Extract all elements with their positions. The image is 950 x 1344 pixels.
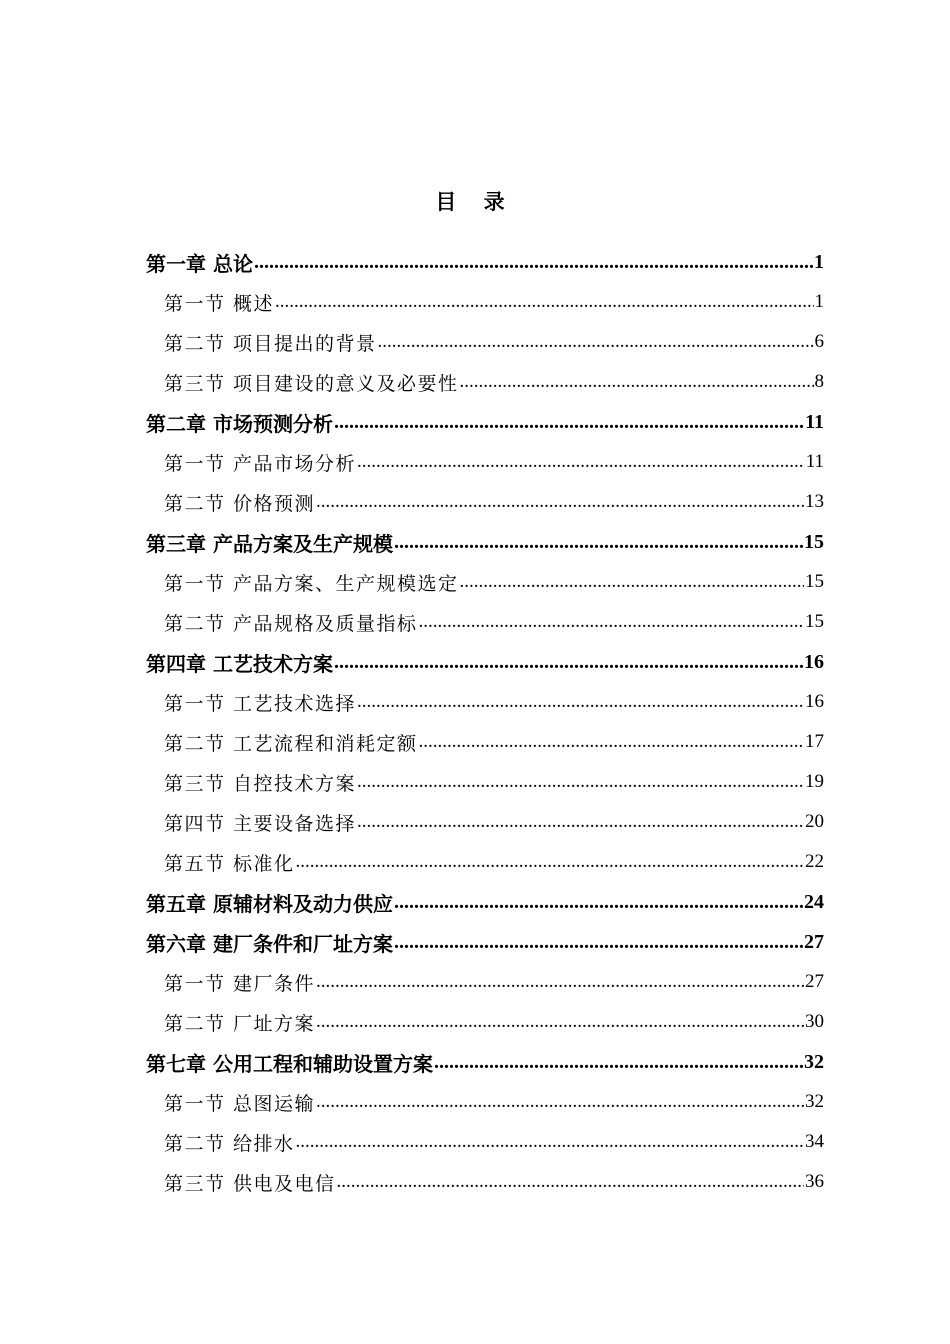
toc-leader: [334, 651, 803, 674]
toc-page-number: 16: [804, 650, 824, 673]
toc-chapter-1[interactable]: [146, 242, 824, 282]
toc-leader: [460, 571, 804, 593]
toc-label: 第一节 产品方案、生产规模选定: [164, 572, 459, 595]
toc-page-number: 1: [814, 250, 824, 273]
toc-label: 第二节 项目提出的背景: [164, 332, 377, 355]
toc-page-number: 11: [805, 451, 824, 472]
toc-label: 第三节 项目建设的意义及必要性: [164, 372, 459, 395]
toc-leader: [394, 891, 803, 914]
toc-page-number: 16: [805, 691, 824, 712]
toc-leader: [419, 731, 804, 753]
toc-page-number: 8: [814, 371, 824, 392]
toc-leader: [357, 771, 804, 793]
toc-section-7-3[interactable]: [164, 1162, 824, 1202]
toc-label: 第三章 产品方案及生产规模: [146, 531, 393, 556]
toc-leader: [316, 971, 804, 993]
toc-section-4-3[interactable]: [164, 762, 824, 802]
toc-page-number: 30: [805, 1011, 824, 1032]
toc-leader: [357, 811, 804, 833]
toc-leader: [254, 251, 813, 274]
toc-page-number: 6: [814, 331, 824, 352]
toc-section-3-1[interactable]: [164, 562, 824, 602]
toc-section-1-2[interactable]: [164, 322, 824, 362]
toc-leader: [419, 611, 804, 633]
toc-chapter-6[interactable]: [146, 922, 824, 962]
toc-leader: [394, 531, 803, 554]
toc-page-number: 19: [805, 771, 824, 792]
toc-label: 第七章 公用工程和辅助设置方案: [146, 1051, 433, 1076]
toc-page-number: 24: [804, 890, 824, 913]
toc-leader: [434, 1051, 803, 1074]
toc-page-number: 11: [805, 410, 824, 433]
toc-page-number: 1: [814, 291, 824, 312]
toc-chapter-5[interactable]: [146, 882, 824, 922]
toc-label: 第四节 主要设备选择: [164, 812, 357, 835]
toc-label: 第二节 产品规格及质量指标: [164, 612, 418, 635]
toc-page-number: 34: [805, 1131, 824, 1152]
toc-section-6-2[interactable]: [164, 1002, 824, 1042]
toc-label: 第四章 工艺技术方案: [146, 651, 333, 676]
toc-label: 第二节 厂址方案: [164, 1012, 316, 1035]
toc-page-number: 15: [804, 530, 824, 553]
toc-leader: [316, 491, 804, 513]
toc-label: 第二章 市场预测分析: [146, 411, 333, 436]
toc-section-6-1[interactable]: [164, 962, 824, 1002]
toc-leader: [460, 371, 814, 393]
toc-section-4-5[interactable]: [164, 842, 824, 882]
toc-section-4-4[interactable]: [164, 802, 824, 842]
toc-leader: [378, 331, 814, 353]
toc-label: 第一节 总图运输: [164, 1092, 316, 1115]
toc-label: 第一节 产品市场分析: [164, 452, 357, 475]
toc-leader: [357, 451, 805, 473]
toc-section-4-1[interactable]: [164, 682, 824, 722]
toc-page-number: 27: [804, 930, 824, 953]
toc-section-2-2[interactable]: [164, 482, 824, 522]
toc-label: 第一节 建厂条件: [164, 972, 316, 995]
toc-page-number: 13: [805, 491, 824, 512]
toc-section-1-3[interactable]: [164, 362, 824, 402]
toc-label: 第一章 总论: [146, 251, 253, 276]
toc-label: 第一节 工艺技术选择: [164, 692, 357, 715]
toc-page-number: 17: [805, 731, 824, 752]
toc-label: 第二节 价格预测: [164, 492, 316, 515]
toc-label: 第五节 标准化: [164, 852, 295, 875]
toc-section-2-1[interactable]: [164, 442, 824, 482]
toc-section-7-1[interactable]: [164, 1082, 824, 1122]
toc-page-number: 22: [805, 851, 824, 872]
toc-label: 第三节 自控技术方案: [164, 772, 357, 795]
toc-leader: [316, 1091, 804, 1113]
toc-page-number: 15: [805, 571, 824, 592]
toc-section-1-1[interactable]: [164, 282, 824, 322]
toc-page-number: 32: [805, 1091, 824, 1112]
toc-leader: [337, 1171, 804, 1193]
toc-leader: [296, 851, 804, 873]
toc-chapter-7[interactable]: [146, 1042, 824, 1082]
toc-label: 第二节 工艺流程和消耗定额: [164, 732, 418, 755]
toc-section-7-2[interactable]: [164, 1122, 824, 1162]
toc-leader: [296, 1131, 804, 1153]
toc-label: 第五章 原辅材料及动力供应: [146, 891, 393, 916]
toc-title: 目 录: [435, 189, 515, 214]
toc-leader: [357, 691, 804, 713]
toc-page-number: 36: [805, 1171, 824, 1192]
toc-label: 第三节 供电及电信: [164, 1172, 336, 1195]
toc-label: 第一节 概述: [164, 292, 275, 315]
toc-page-number: 15: [805, 611, 824, 632]
toc-leader: [275, 291, 813, 313]
toc-chapter-4[interactable]: [146, 642, 824, 682]
toc-section-3-2[interactable]: [164, 602, 824, 642]
toc-page-number: 32: [804, 1050, 824, 1073]
toc-section-4-2[interactable]: [164, 722, 824, 762]
toc-leader: [334, 411, 804, 434]
toc-label: 第二节 给排水: [164, 1132, 295, 1155]
toc-label: 第六章 建厂条件和厂址方案: [146, 931, 393, 956]
toc-page-number: 20: [805, 811, 824, 832]
toc-chapter-3[interactable]: [146, 522, 824, 562]
toc-leader: [316, 1011, 804, 1033]
toc-chapter-2[interactable]: [146, 402, 824, 442]
toc-page-number: 27: [805, 971, 824, 992]
toc-leader: [394, 931, 803, 954]
